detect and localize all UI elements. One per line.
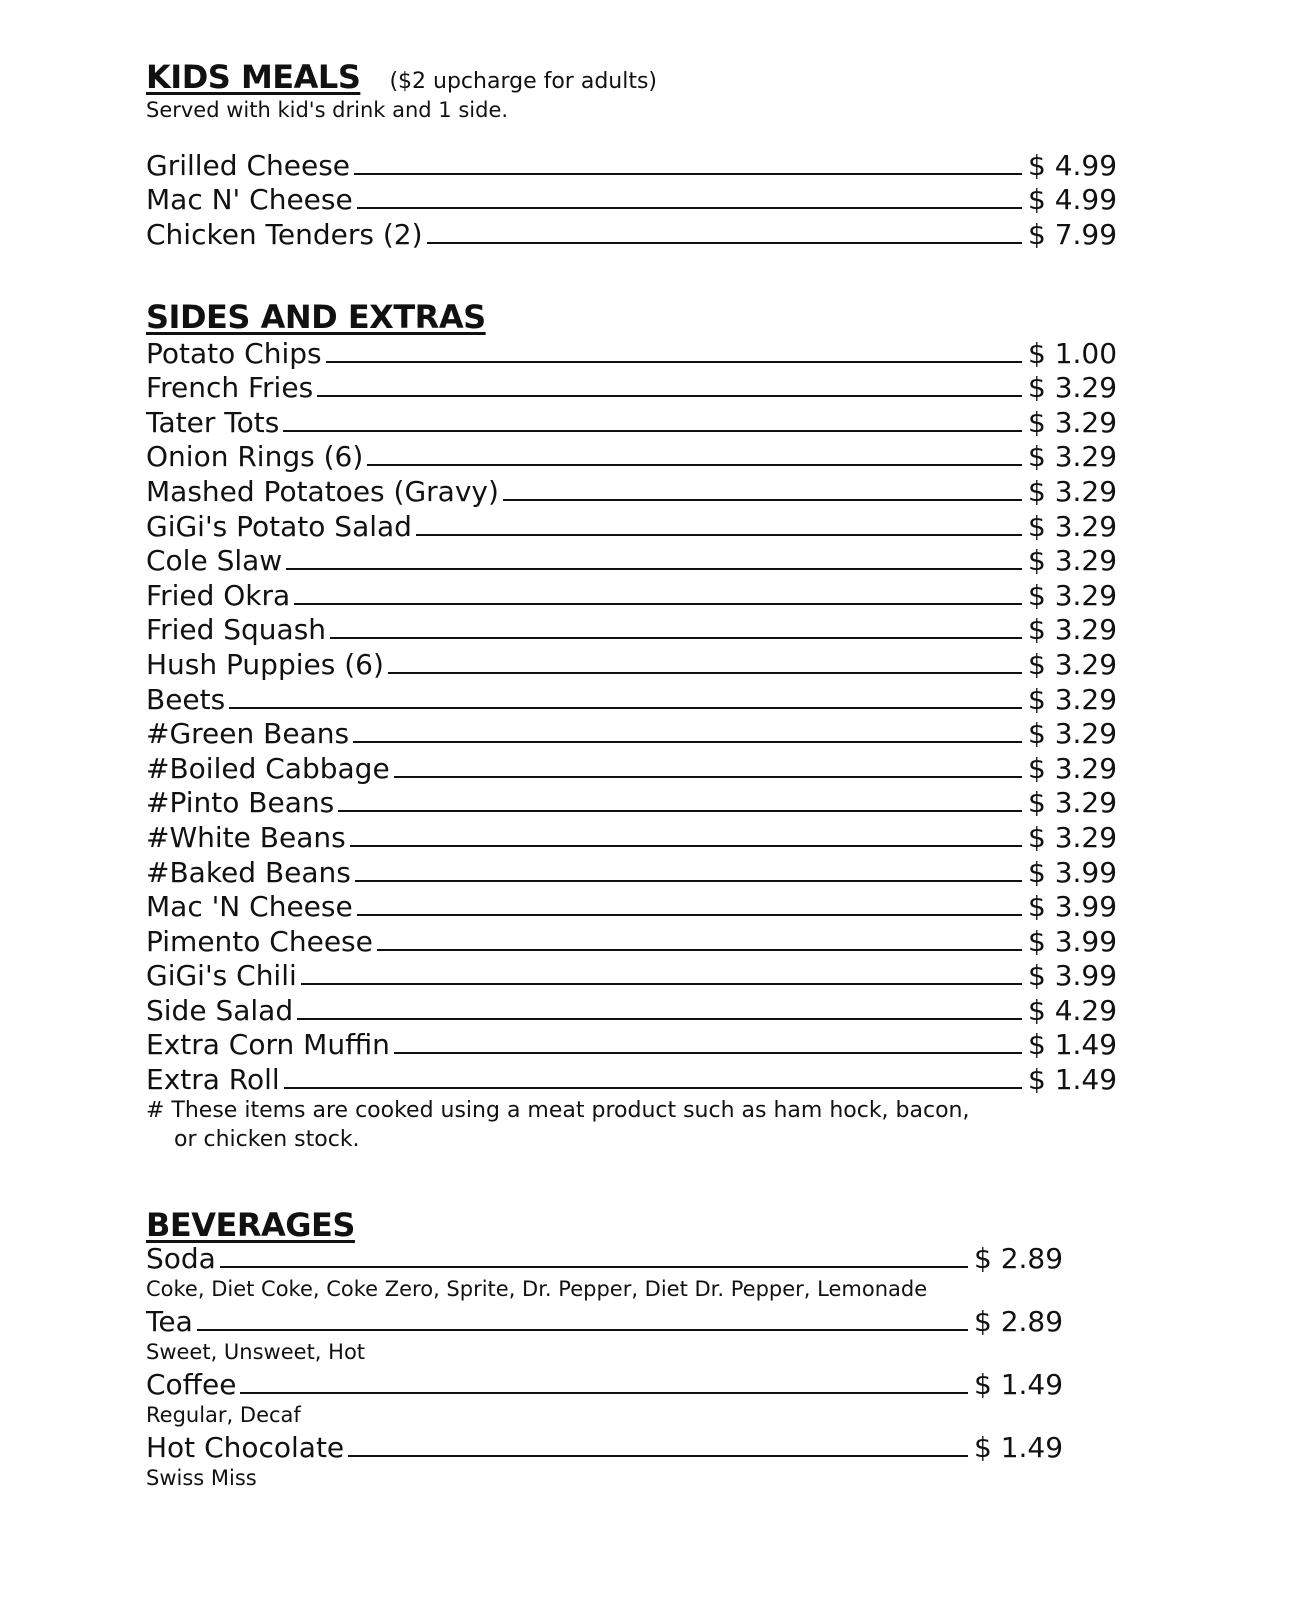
menu-item [146, 645, 1126, 680]
leader-line [283, 430, 1022, 432]
menu-item [146, 576, 1126, 611]
item-price: $ 3.29 [1028, 820, 1118, 854]
item-name: Coffee [146, 1368, 237, 1401]
item-price: $ 1.49 [1028, 1028, 1118, 1062]
item-price: $ 1.00 [1028, 336, 1118, 370]
menu-item [146, 1368, 1066, 1400]
beverage-item [146, 1431, 1066, 1494]
item-name: Cole Slaw [146, 544, 283, 578]
leader-line [357, 207, 1022, 209]
menu-item [146, 888, 1126, 923]
beverages-heading: BEVERAGES [146, 1206, 355, 1244]
menu-item [146, 922, 1126, 957]
item-price: $ 3.29 [1028, 440, 1118, 474]
kids-upcharge-note: ($2 upcharge for adults) [389, 69, 658, 94]
item-price: $ 3.29 [1028, 717, 1118, 751]
item-price: $ 1.49 [974, 1368, 1064, 1401]
item-name: Hot Chocolate [146, 1431, 345, 1464]
item-price: $ 3.29 [1028, 647, 1118, 681]
item-name: Fried Okra [146, 578, 291, 612]
item-name: Tater Tots [146, 405, 280, 439]
menu-item [146, 403, 1126, 438]
sides-list [146, 334, 1126, 1095]
kids-meals-heading: KIDS MEALS [146, 58, 361, 96]
leader-line [330, 637, 1022, 639]
footnote-line-2: or chicken stock. [174, 1127, 360, 1152]
menu-item [146, 784, 1126, 819]
item-name: Mashed Potatoes (Gravy) [146, 474, 499, 508]
item-name: Soda [146, 1242, 216, 1275]
item-name: Mac 'N Cheese [146, 890, 353, 924]
menu-item [146, 957, 1126, 992]
item-price: $ 3.29 [1028, 405, 1118, 439]
item-name: Tea [146, 1305, 193, 1338]
item-name: #Pinto Beans [146, 786, 335, 820]
item-price: $ 4.99 [1028, 183, 1118, 216]
item-price: $ 3.29 [1028, 509, 1118, 543]
leader-line [338, 810, 1022, 812]
item-price: $ 3.29 [1028, 371, 1118, 405]
menu-item [146, 749, 1126, 784]
leader-line [357, 914, 1022, 916]
meat-product-footnote [146, 1096, 1046, 1154]
item-name: Extra Roll [146, 1063, 280, 1097]
item-name: #Boiled Cabbage [146, 751, 390, 785]
item-price: $ 1.49 [974, 1431, 1064, 1464]
menu-item [146, 611, 1126, 646]
item-name: #Green Beans [146, 717, 350, 751]
menu-item [146, 853, 1126, 888]
leader-line [348, 1455, 968, 1457]
item-price: $ 3.99 [1028, 924, 1118, 958]
item-name: Extra Corn Muffin [146, 1028, 390, 1062]
leader-line [350, 845, 1022, 847]
item-price: $ 4.99 [1028, 148, 1118, 182]
item-price: $ 7.99 [1028, 217, 1118, 251]
item-price: $ 3.29 [1028, 613, 1118, 647]
leader-line [354, 173, 1022, 175]
leader-line [388, 672, 1022, 674]
item-price: $ 3.29 [1028, 682, 1118, 716]
beverage-description: Swiss Miss [146, 1466, 257, 1490]
beverage-item [146, 1242, 1066, 1305]
leader-line [503, 499, 1022, 501]
item-name: GiGi's Potato Salad [146, 509, 412, 543]
leader-line [301, 983, 1022, 985]
leader-line [286, 568, 1022, 570]
leader-line [294, 603, 1022, 605]
item-price: $ 3.29 [1028, 578, 1118, 612]
beverage-description: Coke, Diet Coke, Coke Zero, Sprite, Dr. Pepper, Diet Dr. Pepper, Lemonade [146, 1277, 928, 1301]
menu-item [146, 369, 1126, 404]
menu-item [146, 1305, 1066, 1337]
item-price: $ 3.29 [1028, 474, 1118, 508]
menu-item [146, 215, 1126, 250]
leader-line [367, 464, 1022, 466]
menu-item [146, 334, 1126, 369]
item-price: $ 3.99 [1028, 890, 1118, 924]
item-name: Fried Squash [146, 613, 327, 647]
leader-line [394, 776, 1022, 778]
leader-line [377, 949, 1022, 951]
menu-item [146, 472, 1126, 507]
item-price: $ 3.99 [1028, 959, 1118, 993]
kids-meals-list [146, 146, 1126, 250]
leader-line [326, 361, 1022, 363]
leader-line [394, 1052, 1022, 1054]
leader-line [284, 1087, 1022, 1089]
beverages-list [146, 1242, 1066, 1494]
beverage-description: Regular, Decaf [146, 1403, 301, 1427]
leader-line [353, 741, 1022, 743]
item-name: Hush Puppies (6) [146, 647, 384, 681]
item-price: $ 3.29 [1028, 751, 1118, 785]
item-name: French Fries [146, 371, 314, 405]
leader-line [220, 1266, 968, 1268]
item-name: Onion Rings (6) [146, 440, 364, 474]
beverage-item [146, 1305, 1066, 1368]
item-price: $ 3.29 [1028, 544, 1118, 578]
item-price: $ 3.29 [1028, 786, 1118, 820]
item-name: Pimento Cheese [146, 924, 373, 958]
item-name: Beets [146, 682, 226, 716]
menu-item [146, 1242, 1066, 1274]
item-name: GiGi's Chili [146, 959, 297, 993]
item-name: Grilled Cheese [146, 148, 351, 182]
menu-item [146, 1026, 1126, 1061]
leader-line [229, 707, 1022, 709]
menu-item [146, 438, 1126, 473]
sides-heading: SIDES AND EXTRAS [146, 298, 486, 336]
item-name: #Baked Beans [146, 855, 351, 889]
kids-served-note: Served with kid's drink and 1 side. [146, 98, 509, 122]
leader-line [297, 1018, 1022, 1020]
menu-item [146, 507, 1126, 542]
item-name: Side Salad [146, 993, 294, 1027]
menu-item [146, 146, 1126, 181]
footnote-line-1: # These items are cooked using a meat product such as ham hock, bacon, [146, 1098, 970, 1123]
menu-item [146, 991, 1126, 1026]
leader-line [416, 534, 1022, 536]
item-price: $ 3.99 [1028, 855, 1118, 889]
leader-line [317, 395, 1022, 397]
menu-item [146, 1431, 1066, 1463]
item-name: Chicken Tenders (2) [146, 217, 423, 251]
sides-header [146, 298, 1126, 336]
leader-line [427, 242, 1022, 244]
menu-item [146, 542, 1126, 577]
beverage-item [146, 1368, 1066, 1431]
kids-meals-header [146, 58, 1126, 122]
item-name: Mac N' Cheese [146, 183, 353, 216]
item-name: #White Beans [146, 820, 346, 854]
item-price: $ 2.89 [974, 1305, 1064, 1338]
menu-item [146, 818, 1126, 853]
leader-line [197, 1329, 968, 1331]
menu-item [146, 680, 1126, 715]
menu-item [146, 1060, 1126, 1095]
item-price: $ 1.49 [1028, 1063, 1118, 1097]
menu-item [146, 715, 1126, 750]
beverage-description: Sweet, Unsweet, Hot [146, 1340, 366, 1364]
leader-line [355, 880, 1022, 882]
item-price: $ 4.29 [1028, 993, 1118, 1027]
item-name: Potato Chips [146, 336, 322, 370]
leader-line [240, 1392, 968, 1394]
item-price: $ 2.89 [974, 1242, 1064, 1275]
menu-item [146, 181, 1126, 216]
beverages-header [146, 1206, 1126, 1244]
